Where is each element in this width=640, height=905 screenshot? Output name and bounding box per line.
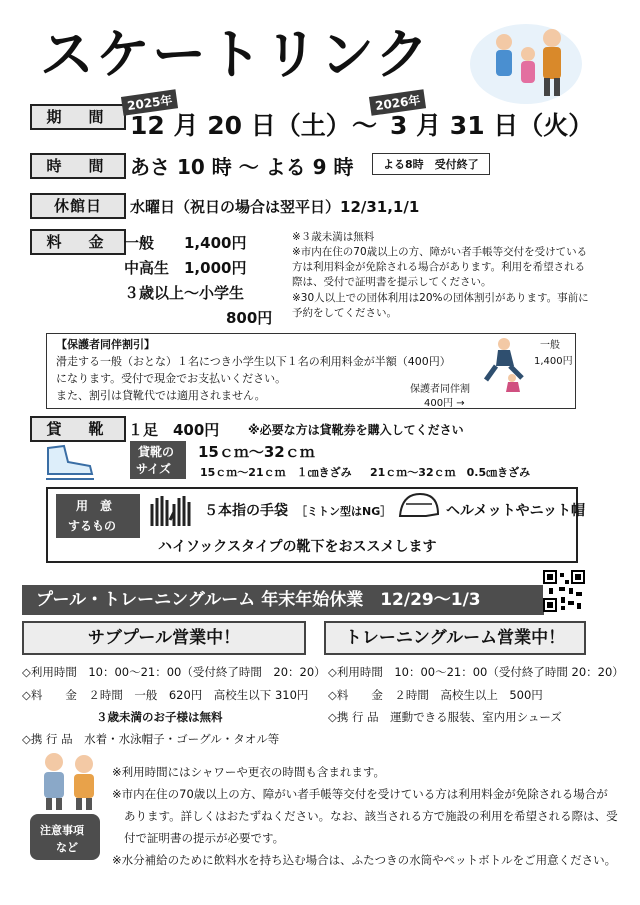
subpool-header: サブプール営業中！ bbox=[22, 621, 306, 655]
qr-code-icon[interactable] bbox=[543, 570, 585, 612]
notes-line: あります。詳しくはおたずねください。なお、該当される方で施設の利用を希望される際は、受 bbox=[124, 809, 618, 823]
bring-label-line1: 用 意 bbox=[76, 499, 113, 513]
gloves-icon bbox=[148, 490, 192, 530]
fee-item-price: 1,400円 bbox=[184, 234, 247, 252]
gloves-text: ５本指の手袋 bbox=[204, 503, 288, 519]
gloves-note: ［ミトン型はNG］ bbox=[296, 505, 392, 518]
fee-note: ※市内在住の70歳以上の方、障がい者手帳等交付を受けている方は利用料金が免除される場合があります。利用を希望される際は、受付で証明書を提示してください。 bbox=[292, 246, 588, 288]
fee-note: ※３歳未満は無料 bbox=[292, 231, 375, 243]
notes-label-line1: 注意事項 bbox=[40, 824, 84, 837]
guardian-line: になります。受付で現金でお支払いください。 bbox=[56, 372, 287, 385]
guardian-side-price2: 400円 → bbox=[424, 398, 465, 409]
size-label-line1: 貸靴の bbox=[138, 445, 175, 459]
hours-label: 時 間 bbox=[30, 153, 126, 179]
fees-label: 料 金 bbox=[30, 229, 126, 255]
size-detail-2: 21ｃｍ～32ｃｍ 0.5㎝きざみ bbox=[370, 466, 531, 479]
period-end: 3 月 31 日（火） bbox=[390, 111, 594, 140]
rental-note: ※必要な方は貸靴券を購入してください bbox=[248, 423, 464, 437]
pool-closure-bar: プール・トレーニングルーム 年末年始休業 12/29～1/3 bbox=[22, 585, 544, 615]
page-title: スケートリンク bbox=[40, 23, 431, 86]
fee-note: ※30人以上での団体利用は20%の団体割引があります。事前に予約をしてください。 bbox=[292, 292, 589, 319]
year-start-badge: 2025年 bbox=[121, 89, 179, 116]
subpool-hours: ◇利用時間 10：00～21：00（受付終了時間 20：20） bbox=[22, 665, 326, 679]
helmet-text: ヘルメットやニット帽 bbox=[446, 503, 586, 519]
subpool-fee-note: ３歳未満のお子様は無料 bbox=[96, 710, 223, 724]
guardian-side-price: 1,400円 bbox=[534, 356, 573, 367]
fee-item-name: 中高生 bbox=[124, 259, 170, 277]
notes-line: ※市内在住の70歳以上の方、障がい者手帳等交付を受けている方は利用料金が免除される場合が bbox=[112, 787, 608, 801]
fee-item-name: 一般 bbox=[124, 234, 155, 252]
size-range: 15ｃｍ～32ｃｍ bbox=[198, 443, 315, 461]
socks-text: ハイソックスタイプの靴下をおススメします bbox=[158, 539, 437, 555]
hours-note: よる8時 受付終了 bbox=[372, 153, 490, 175]
subpool-fee: ◇料 金 ２時間 一般 620円 高校生以下 310円 bbox=[22, 688, 309, 702]
rental-label: 貸 靴 bbox=[30, 416, 126, 442]
notes-line: 付で証明書の提示が必要です。 bbox=[124, 831, 285, 845]
skate-shoe-icon bbox=[42, 442, 98, 482]
period-label: 期 間 bbox=[30, 104, 126, 130]
closed-text: 水曜日（祝日の場合は翌平日）12/31,1/1 bbox=[130, 198, 420, 216]
guardian-side-label: 保護者同伴割 bbox=[410, 384, 470, 395]
year-end-badge: 2026年 bbox=[369, 89, 427, 116]
fee-item-price: 1,000円 bbox=[184, 259, 247, 277]
elderly-couple-illustration bbox=[32, 750, 106, 812]
hours-text: あさ 10 時 ～ よる 9 時 bbox=[130, 155, 354, 179]
closed-label: 休館日 bbox=[30, 193, 126, 219]
guardian-title: 【保護者同伴割引】 bbox=[56, 338, 155, 351]
rental-price: １足 400円 bbox=[128, 421, 220, 439]
bring-label-line2: するもの bbox=[68, 519, 117, 533]
period-start: 12 月 20 日（土） bbox=[130, 111, 351, 140]
guardian-skaters-illustration bbox=[470, 336, 536, 402]
fee-item-name: ３歳以上～小学生 bbox=[124, 284, 245, 302]
notes-label-line2: など bbox=[56, 841, 78, 854]
skaters-illustration bbox=[466, 14, 584, 106]
period-tilde: ～ bbox=[352, 111, 378, 140]
size-detail-1: 15ｃｍ～21ｃｍ １㎝きざみ bbox=[200, 466, 352, 479]
subpool-items: ◇携 行 品 水着・水泳帽子・ゴーグル・タオル等 bbox=[22, 732, 280, 746]
helmet-icon bbox=[396, 490, 440, 524]
guardian-line: また、割引は貸靴代では適用されません。 bbox=[56, 389, 266, 402]
guardian-line: 滑走する一般（おとな）１名につき小学生以下１名の利用料金が半額（400円） bbox=[56, 355, 451, 368]
training-hours: ◇利用時間 10：00～21：00（受付終了時間 20：20） bbox=[328, 665, 624, 679]
fee-item-price: 800円 bbox=[226, 309, 273, 327]
notes-line: ※利用時間にはシャワーや更衣の時間も含まれます。 bbox=[112, 765, 385, 779]
training-header: トレーニングルーム営業中！ bbox=[324, 621, 586, 655]
guardian-side-top: 一般 bbox=[540, 340, 560, 351]
notes-line: ※水分補給のために飲料水を持ち込む場合は、ふたつきの水筒やペットボトルをご用意ください。 bbox=[112, 853, 617, 867]
size-label-line2: サイズ bbox=[136, 462, 172, 476]
training-fee: ◇料 金 ２時間 高校生以上 500円 bbox=[328, 688, 543, 702]
training-items: ◇携 行 品 運動できる服装、室内用シューズ bbox=[328, 710, 562, 724]
